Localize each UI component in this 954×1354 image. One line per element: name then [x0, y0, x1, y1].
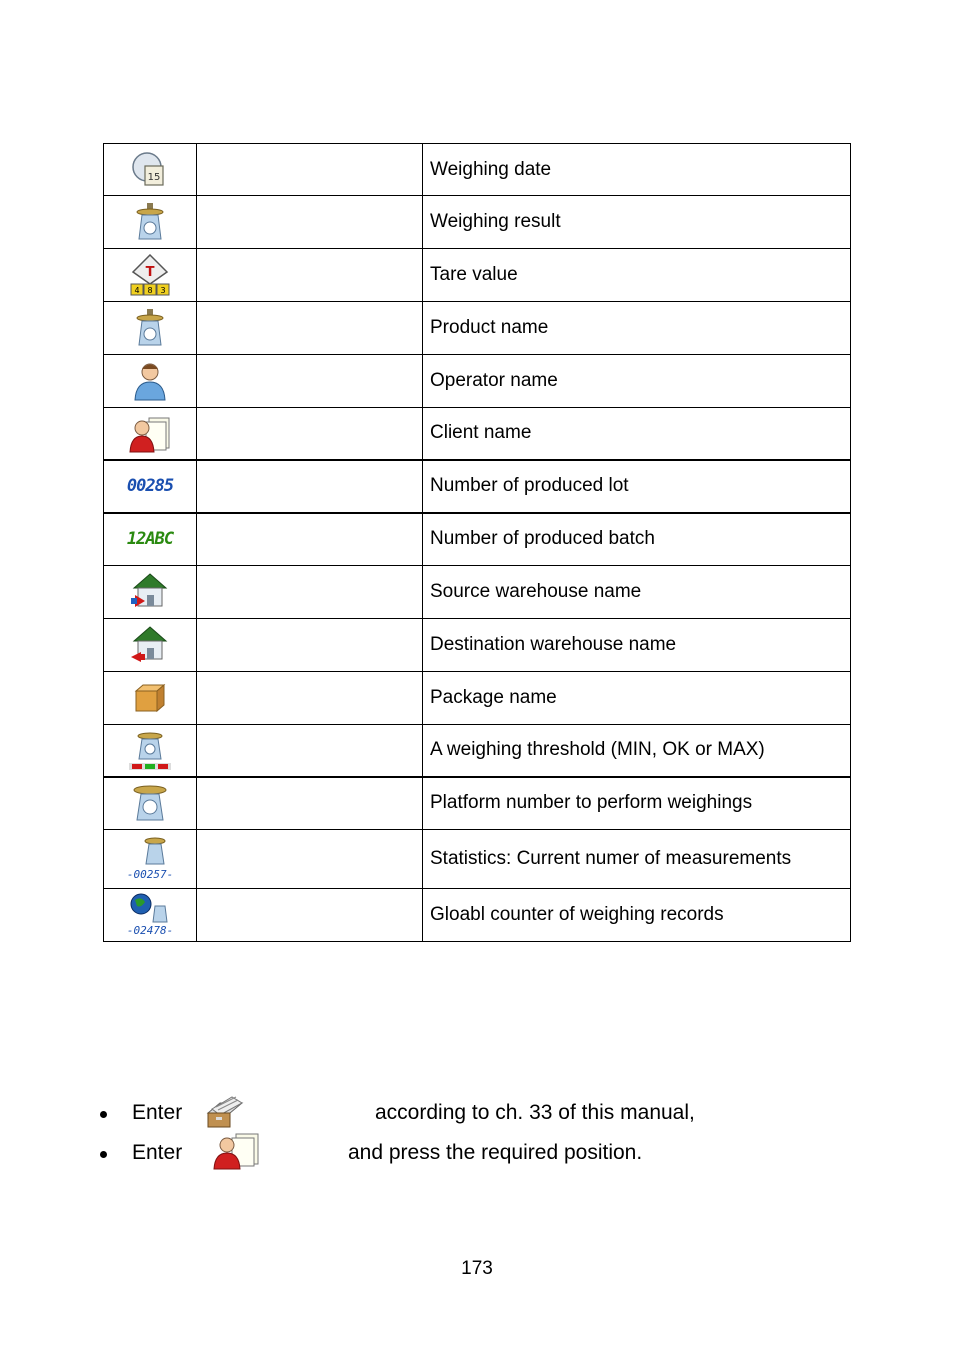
- row-description: Source warehouse name: [423, 566, 851, 619]
- icon-description-table: [103, 143, 851, 942]
- row-description: Operator name: [423, 355, 851, 408]
- instruction-text: according to ch. 33 of this manual,: [375, 1101, 695, 1124]
- row-description: Weighing result: [423, 196, 851, 249]
- table-row: [104, 619, 851, 672]
- enter-label: Enter: [132, 1141, 183, 1164]
- row-description: Number of produced lot: [423, 460, 851, 513]
- lot-number-digits-icon: 00285: [126, 476, 174, 496]
- list-item: [100, 1135, 860, 1175]
- table-row: [104, 249, 851, 302]
- table-row: [104, 408, 851, 460]
- platform-scale-icon: [127, 782, 173, 824]
- row-description: Client name: [423, 408, 851, 460]
- threshold-scale-icon: [127, 729, 173, 771]
- scale-weight-icon: [127, 307, 173, 349]
- package-box-icon: [127, 677, 173, 719]
- operator-person-icon: [127, 360, 173, 402]
- tare-digits-icon: [127, 254, 173, 296]
- destination-warehouse-house-icon: [127, 624, 173, 666]
- row-description: Statistics: Current numer of measurements: [423, 830, 851, 889]
- client-person-document-icon: [127, 412, 173, 454]
- page-number: 173: [461, 1258, 493, 1279]
- instruction-text: and press the required position.: [348, 1141, 643, 1164]
- svg-text:15: 15: [147, 171, 161, 183]
- table-row: [104, 830, 851, 889]
- row-description: Product name: [423, 302, 851, 355]
- list-item: [100, 1095, 860, 1135]
- row-description: A weighing threshold (MIN, OK or MAX): [423, 725, 851, 777]
- enter-label: Enter: [132, 1101, 183, 1124]
- table-row: [104, 144, 851, 196]
- row-description: Platform number to perform weighings: [423, 777, 851, 830]
- svg-text:3: 3: [160, 286, 166, 295]
- table-row: [104, 196, 851, 249]
- svg-text:T: T: [145, 265, 155, 280]
- table-row: [104, 355, 851, 408]
- table-row: [104, 460, 851, 513]
- row-description: Gloabl counter of weighing records: [423, 889, 851, 942]
- globe-counter-scale-icon: [127, 892, 173, 938]
- row-description: Weighing date: [423, 144, 851, 196]
- bullet-dot: [100, 1151, 107, 1158]
- bullet-dot: [100, 1111, 107, 1118]
- table-row: [104, 725, 851, 777]
- source-warehouse-house-icon: [127, 571, 173, 613]
- svg-text:4: 4: [134, 286, 140, 295]
- row-description: Tare value: [423, 249, 851, 302]
- statistics-counter-scale-icon: [127, 836, 173, 882]
- svg-text:8: 8: [147, 286, 153, 295]
- table-row: [104, 566, 851, 619]
- row-description: Destination warehouse name: [423, 619, 851, 672]
- table-row: [104, 302, 851, 355]
- row-description: Number of produced batch: [423, 513, 851, 566]
- table-row: [104, 889, 851, 942]
- table-row: [104, 777, 851, 830]
- scale-weight-icon: [127, 201, 173, 243]
- counter-text: -02478-: [127, 924, 173, 937]
- client-person-document-icon[interactable]: [210, 1131, 262, 1171]
- counter-text: -00257-: [127, 868, 173, 881]
- database-stack-icon[interactable]: [204, 1091, 246, 1131]
- table-row: [104, 672, 851, 725]
- table-row: [104, 513, 851, 566]
- row-description: Package name: [423, 672, 851, 725]
- calendar-clock-icon: [127, 149, 173, 191]
- batch-number-digits-icon: 12ABC: [126, 529, 174, 550]
